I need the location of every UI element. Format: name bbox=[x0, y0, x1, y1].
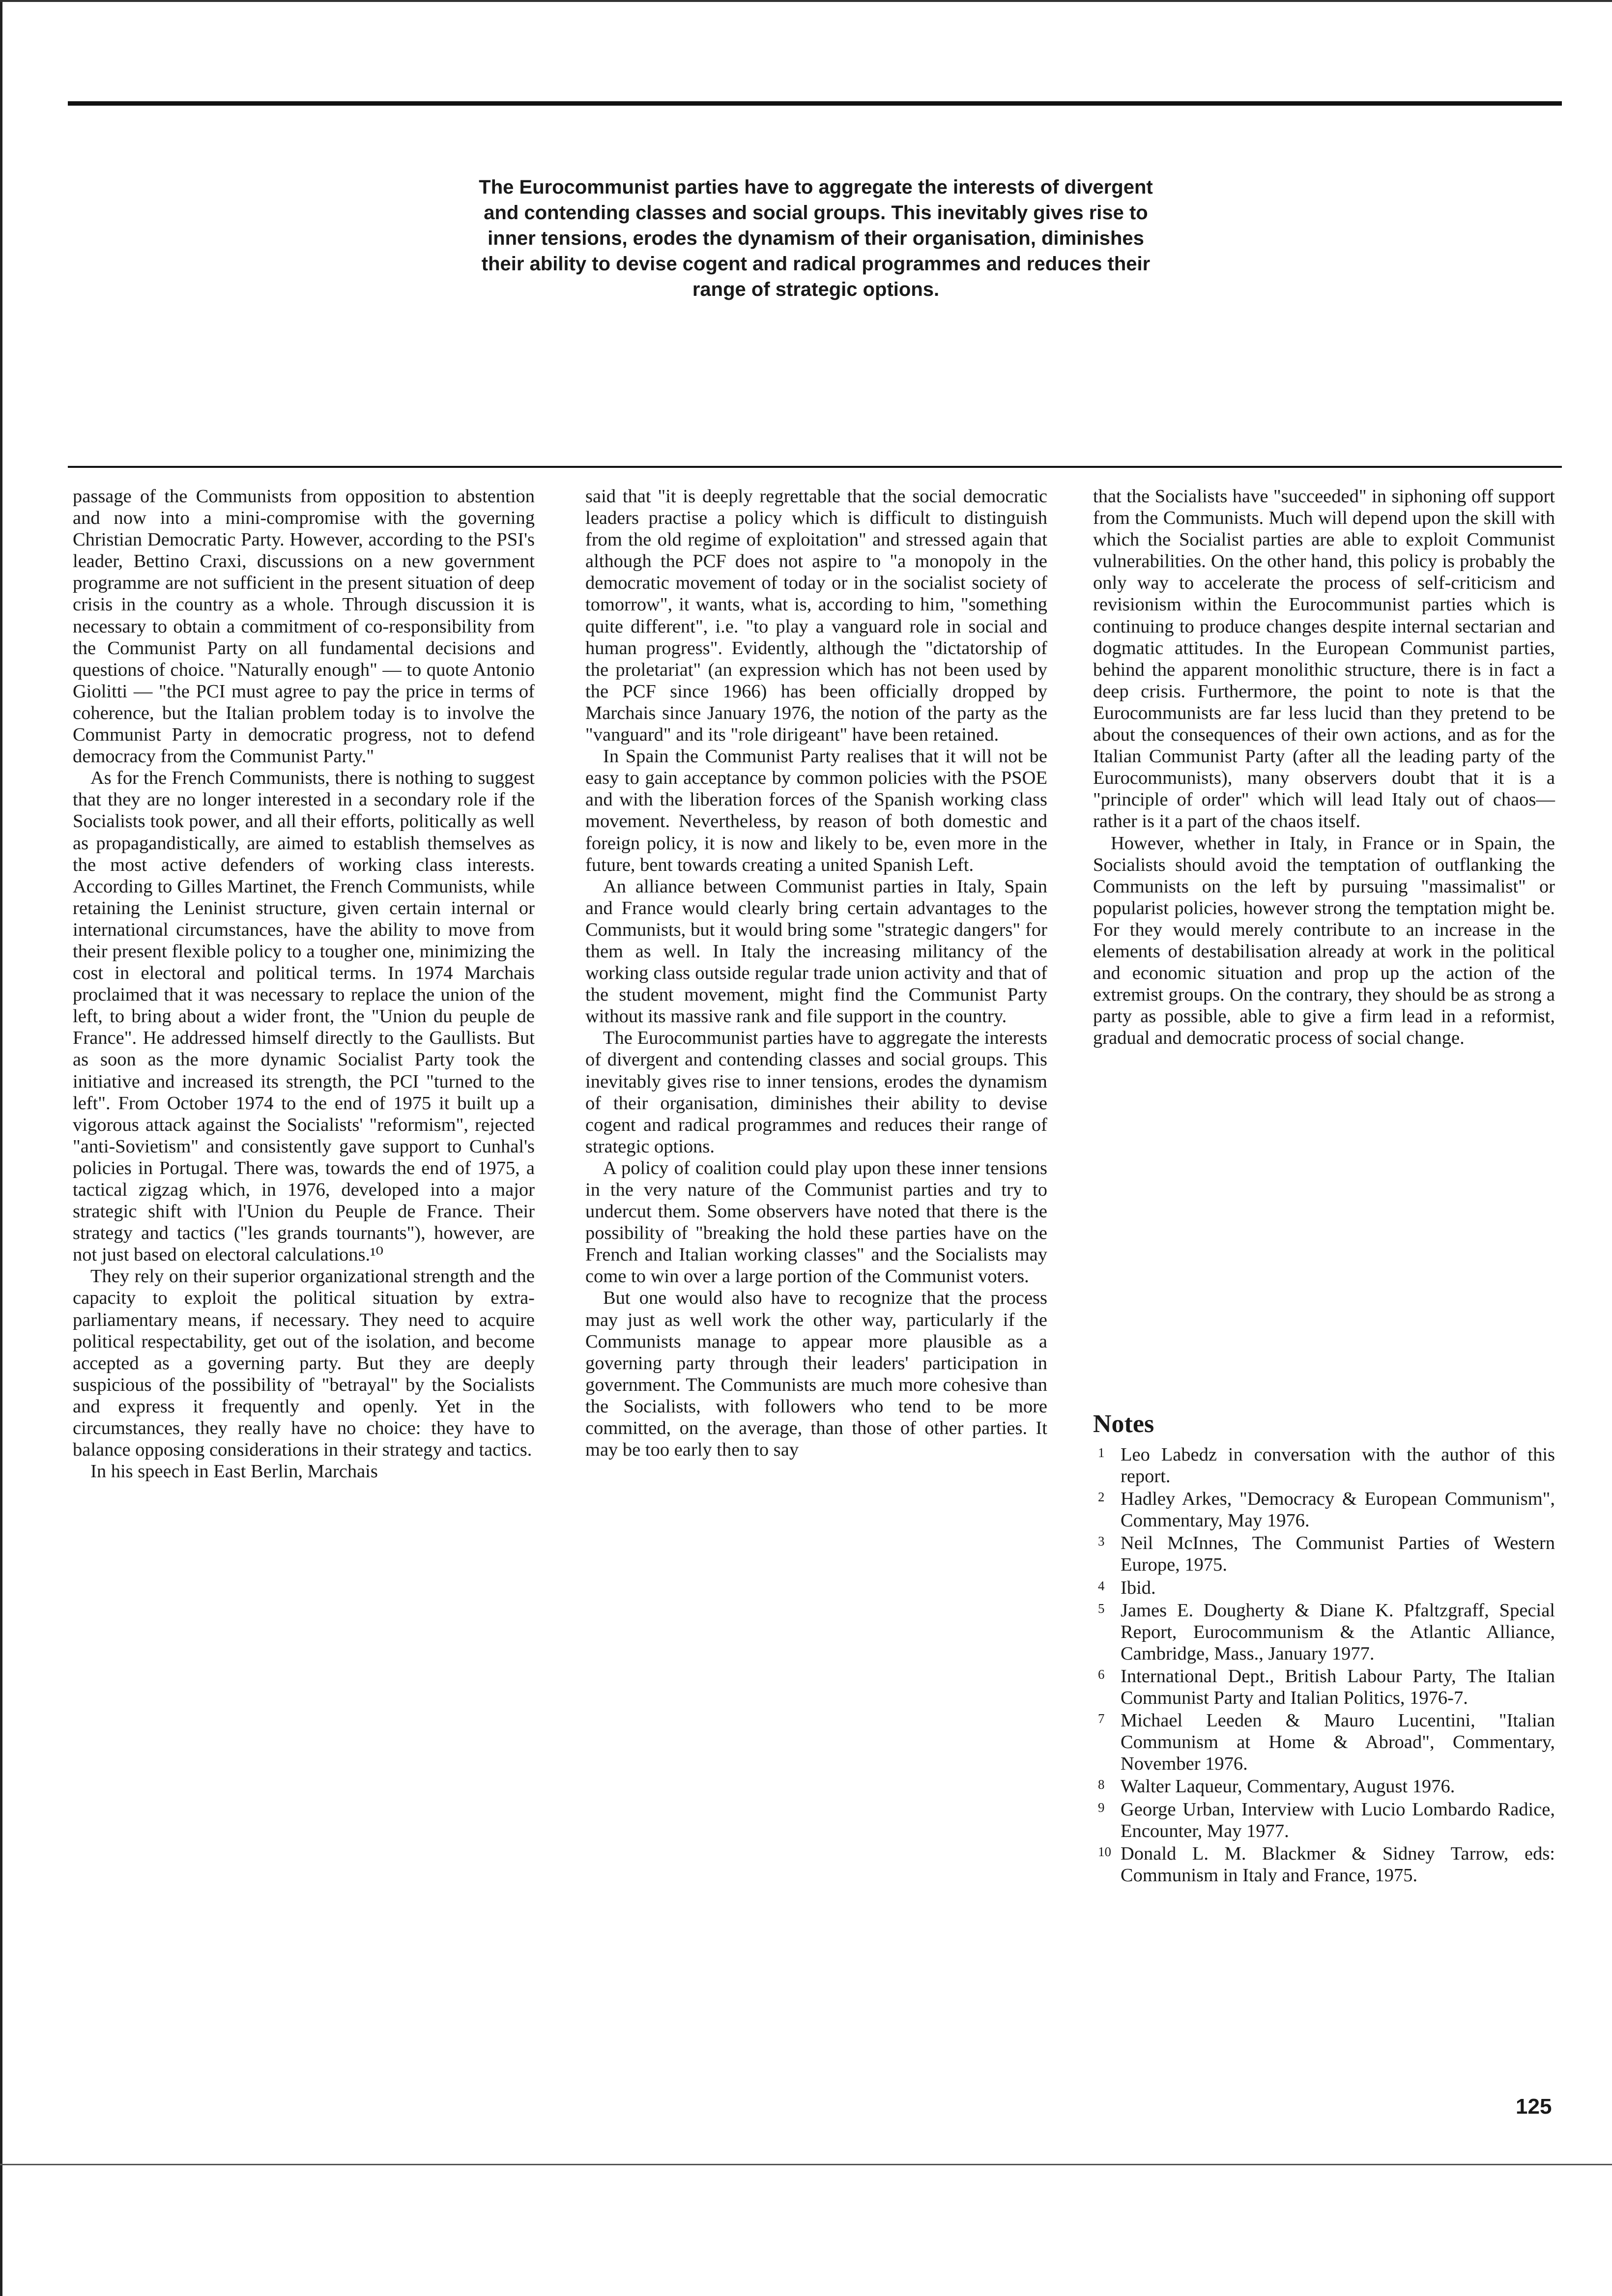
paragraph: that the Socialists have "succeeded" in siphoning off support from the Communists. Much will depend upon the skill with which the Socialist parties are able to exploit Communist vulnerabilities. On the other hand, this policy is probably the only way to accelerate the process of self-criticism and revisionism within the Eurocommunist parties which is continuing to produce changes despite internal sectarian and dogmatic attitudes. In the European Communist parties, behind the apparent monolithic structure, there is in fact a deep crisis. Furthermore, the point to note is that the Eurocommunists are far less lucid than they pretend to be about the consequences of their own actions, and as for the Italian Communist Party (after all the leading party of the Eurocommunists), many observers doubt that it is a "principle of order" which will lead Italy out of chaos—rather is it a part of the chaos itself. bbox=[1093, 486, 1555, 832]
note-text: Michael Leeden & Mauro Lucentini, "Italian Communism at Home & Abroad", Commentary, November 1976. bbox=[1121, 1710, 1555, 1775]
section-divider bbox=[68, 466, 1562, 468]
note-number: 3 bbox=[1098, 1534, 1105, 1549]
paragraph: A policy of coalition could play upon these inner tensions in the very nature of the Communist parties and try to undercut them. Some observers have noted that there is the possibility of "breaking the hold these parties have on the French and Italian working classes" and the Socialists may come to win over a large portion of the Communist voters. bbox=[585, 1157, 1047, 1287]
note-item bbox=[1093, 1488, 1555, 1531]
scan-edge-left bbox=[0, 0, 2, 2296]
paragraph: The Eurocommunist parties have to aggregate the interests of divergent and contending classes and social groups. This inevitably gives rise to inner tensions, erodes the dynamism of their organisation, diminishes their ability to devise cogent and radical programmes and reduces their range of strategic options. bbox=[585, 1028, 1047, 1157]
note-text: George Urban, Interview with Lucio Lombardo Radice, Encounter, May 1977. bbox=[1121, 1799, 1555, 1841]
paragraph: But one would also have to recognize that the process may just as well work the other way, particularly if the Communists manage to appear more plausible as a governing party through their leaders' participation in government. The Communists are much more cohesive than the Socialists, with followers who tend to be more committed, on the average, than those of other parties. It may be too early then to say bbox=[585, 1288, 1047, 1461]
note-item bbox=[1093, 1600, 1555, 1665]
note-text: Walter Laqueur, Commentary, August 1976. bbox=[1121, 1776, 1455, 1797]
note-text: International Dept., British Labour Party, The Italian Communist Party and Italian Politics, 1976-7. bbox=[1121, 1665, 1555, 1709]
paragraph: In Spain the Communist Party realises that it will not be easy to gain acceptance by common policies with the PSOE and with the liberation forces of the Spanish working class movement. Nevertheless, by reason of both domestic and foreign policy, it is now and likely to be, even more in the future, bent towards creating a united Spanish Left. bbox=[585, 746, 1047, 875]
text-column-1 bbox=[73, 486, 535, 1482]
note-number: 5 bbox=[1098, 1601, 1105, 1616]
note-item bbox=[1093, 1577, 1555, 1599]
note-item bbox=[1093, 1799, 1555, 1842]
note-number: 7 bbox=[1098, 1711, 1105, 1726]
note-item bbox=[1093, 1776, 1555, 1797]
note-text: Hadley Arkes, "Democracy & European Communism", Commentary, May 1976. bbox=[1121, 1489, 1555, 1531]
notes-list bbox=[1093, 1444, 1555, 1887]
text-column-2 bbox=[585, 486, 1047, 1461]
paragraph: However, whether in Italy, in France or in Spain, the Socialists should avoid the temptation of outflanking the Communists on the left by pursuing "massimalist" or popularist policies, however strong the temptation might be. For they would merely contribute to an increase in the elements of destabilisation already at work in the political and economic situation and prop up the action of the extremist groups. On the contrary, they should be as strong a party as possible, able to give a firm lead in a reformist, gradual and democratic process of social change. bbox=[1093, 832, 1555, 1049]
scan-edge-bottom bbox=[0, 2164, 1612, 2165]
paragraph: They rely on their superior organizational strength and the capacity to exploit the political situation by extra-parliamentary means, if necessary. They need to acquire political respectability, get out of the isolation, and become accepted as a governing party. But they are deeply suspicious of the possibility of "betrayal" by the Socialists and express it frequently and openly. Yet in the circumstances, they really have no choice: they have to balance opposing considerations in their strategy and tactics. bbox=[73, 1266, 535, 1461]
paragraph: said that "it is deeply regrettable that the social democratic leaders practise a policy which is difficult to distinguish from the old regime of exploitation" and stressed again that although the PCF does not aspire to "a monopoly in the democratic movement of today or in the socialist society of tomorrow", it wants, what is, according to him, "something quite different", i.e. "to play a vanguard role in social and human progress". Evidently, although the "dictatorship of the proletariat" (an expression which has not been used by the PCF since 1966) has been officially dropped by Marchais since January 1976, the notion of the party as the "vanguard" and its "role dirigeant" have been retained. bbox=[585, 486, 1047, 746]
note-text: Ibid. bbox=[1121, 1577, 1156, 1598]
pull-quote: The Eurocommunist parties have to aggregate the interests of divergent and contending classes and social groups. This inevitably gives rise to inner tensions, erodes the dynamism of their organisation, diminishes their ability to devise cogent and radical programmes and reduces their range of strategic options. bbox=[479, 176, 1153, 300]
paragraph: As for the French Communists, there is nothing to suggest that they are no longer interested in a secondary role if the Socialists took power, and all their efforts, politically as well as propagandistically, are aimed to establish themselves as the most active defenders of working class interests. According to Gilles Martinet, the French Communists, while retaining the Leninist structure, given certain internal or international circumstances, have the ability to move from their present flexible policy to a tougher one, minimizing the cost in electoral and political terms. In 1974 Marchais proclaimed that it was necessary to replace the union of the left, to bring about a wider front, the "Union du peuple de France". He addressed himself directly to the Gaullists. But as soon as the more dynamic Socialist Party took the initiative and increased its strength, the PCI "turned to the left". From October 1974 to the end of 1975 it built up a vigorous attack against the Socialists' "reformism", rejected "anti-Sovietism" and consistently gave support to Cunhal's policies in Portugal. There was, towards the end of 1975, a tactical zigzag which, in 1976, developed into a major strategic shift with l'Union du Peuple de France. Their strategy and tactics ("les grands tournants"), however, are not just based on electoral calculations.¹⁰ bbox=[73, 768, 535, 1265]
note-item bbox=[1093, 1665, 1555, 1709]
note-number: 4 bbox=[1098, 1578, 1105, 1593]
page-number: 125 bbox=[1516, 2095, 1552, 2119]
note-text: Donald L. M. Blackmer & Sidney Tarrow, eds: Communism in Italy and France, 1975. bbox=[1121, 1843, 1555, 1886]
paragraph: passage of the Communists from opposition to abstention and now into a mini-compromise with the governing Christian Democratic Party. However, according to the PSI's leader, Bettino Craxi, discussions on a new government programme are not sufficient in the present situation of deep crisis in the country as a whole. Through discussion it is necessary to obtain a commitment of co-responsibility from the Communist Party on all fundamental decisions and questions of choice. "Naturally enough" — to quote Antonio Giolitti — "the PCI must agree to pay the price in terms of coherence, but the Italian problem today is to involve the Communist Party in democratic progress, not to defend democracy from the Communist Party." bbox=[73, 486, 535, 767]
note-item bbox=[1093, 1532, 1555, 1576]
note-number: 10 bbox=[1098, 1844, 1111, 1859]
top-rule bbox=[68, 101, 1562, 106]
note-text: Leo Labedz in conversation with the author of this report. bbox=[1121, 1444, 1555, 1487]
note-item bbox=[1093, 1444, 1555, 1487]
note-number: 8 bbox=[1098, 1777, 1105, 1792]
paragraph: An alliance between Communist parties in Italy, Spain and France would clearly bring certain advantages to the Communists, but it would bring some "strategic dangers" for them as well. In Italy the increasing militancy of the working class outside regular trade union activity and that of the student movement, might find the Communist Party without its massive rank and file support in the country. bbox=[585, 876, 1047, 1027]
note-text: James E. Dougherty & Diane K. Pfaltzgraff, Special Report, Eurocommunism & the Atlantic Alliance, Cambridge, Mass., January 1977. bbox=[1121, 1600, 1555, 1664]
note-number: 1 bbox=[1098, 1445, 1105, 1460]
note-number: 2 bbox=[1098, 1490, 1105, 1505]
notes-heading: Notes bbox=[1093, 1410, 1154, 1438]
note-item bbox=[1093, 1843, 1555, 1886]
scan-edge-top bbox=[0, 0, 1612, 2]
note-text: Neil McInnes, The Communist Parties of Western Europe, 1975. bbox=[1121, 1533, 1555, 1576]
note-item bbox=[1093, 1710, 1555, 1775]
note-number: 6 bbox=[1098, 1666, 1105, 1682]
paragraph: In his speech in East Berlin, Marchais bbox=[90, 1461, 378, 1482]
text-column-3 bbox=[1093, 486, 1555, 1049]
note-number: 9 bbox=[1098, 1800, 1105, 1815]
